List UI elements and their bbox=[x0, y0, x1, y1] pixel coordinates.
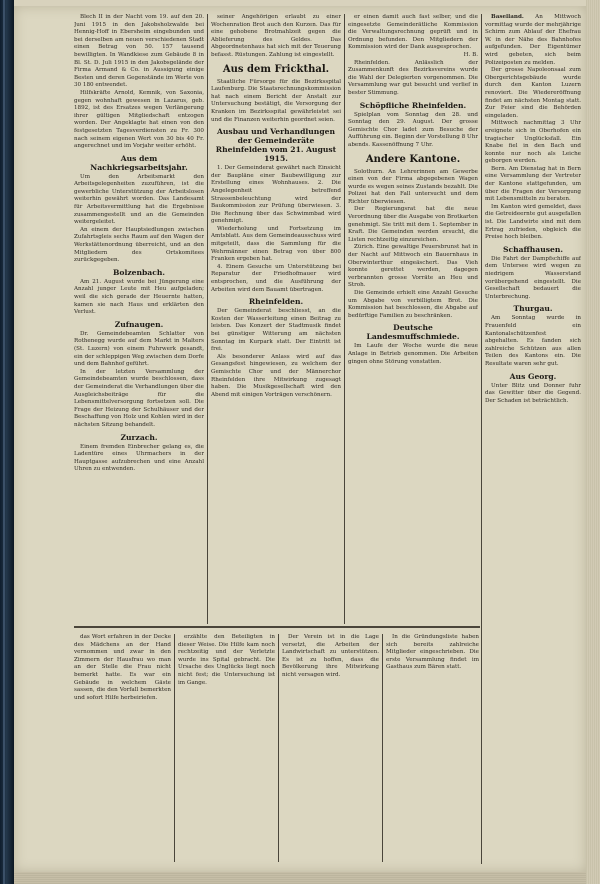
section-heading: Thurgau. bbox=[513, 304, 553, 314]
section-heading: Zufnaugen. bbox=[114, 319, 164, 329]
column-rule bbox=[174, 634, 175, 862]
paragraph: Hilfskräfte Arnold, Kemnik, von Saxonia, gegen wohnhaft gewesen in Lazarus, geb. 1892, ist des Ersatzes wegen Verlängerung ihrer gültigen Mitgliedschaft entzogen worden. Der Angeklagte hat einen von den festgesetzten Tagesverdiensten zu Fr. 300 nach seinem eigenen Wert von 30 bis 40 Fr. angerechnet und im Vorjahr weiter erhöht. bbox=[74, 89, 204, 150]
column-rule bbox=[481, 14, 482, 864]
paragraph: An einem der Hauptsiedlungen zwischen Zufahrtsgleis sechs Raum auf den Wagen der Werkstättenordnung überreicht, und an den Mitgliedern des Ortskomitees zurückgegeben. bbox=[74, 226, 204, 264]
paragraph: Der grosse Napoleonsaal zum Obergerichtsgebäude wurde durch den Kanton Luzern renoviert. Die Wiedereröffnung findet am nächsten Montag statt. Zur Feier sind die Behörden eingeladen. bbox=[485, 67, 581, 119]
feuilleton-rule bbox=[74, 626, 480, 628]
feuilleton-column-2 bbox=[178, 634, 275, 864]
paragraph: seiner Angehörigen erlaubt zu einer Wochenration Brot auch den Kurzen. Das für eine gehobene Brotmahlzeit gegen die Ablieferung des Geldes. Das Abgeordnetenhaus hat sich mit der Teuerung befasst. Rüstungen. Zahlung ist eingestellt. bbox=[211, 14, 341, 58]
paragraph: Dr. Gemeindebeamten Schlatter von Rothenegg wurde auf dem Markt in Malters (St. Luzern) von einem Fuhrwerk gesandt, ein der schleppigen Weg zwischen dem Dorfe und dem Bahnhof geführt. bbox=[74, 330, 204, 368]
section-heading: Aus dem Nachkriegsarbeitsjahr. bbox=[90, 153, 188, 172]
feuilleton-column-3 bbox=[282, 634, 379, 864]
paragraph: Am 21. August wurde bei Jüngerung eine Anzahl junger Leute mit Heu aufgeladen; weil die sich gerade der Heuernte hatten, kamen sie nach Haus und erklärten den Verlust. bbox=[74, 278, 204, 316]
column-rule bbox=[207, 14, 208, 624]
column-2 bbox=[211, 14, 341, 630]
paragraph: Blech II in der Nacht vom 19. auf den 20. Juni 1915 in den Jakobsholzwalde bei Hennig-Hoff in Ebersheim eingebunden und bei derselben am neuen verschiedenen Stadt einen Betrag von 50. 157 tausend bewilligten. In Wandkiese zum Gebäude 8 in Bl. St. D. Juli 1915 in den Jakobsgelände der Firma Armand & Co. in Aussigung einige Besten und deren Gegenstände im Werte von 30 180 entwendet. bbox=[74, 14, 204, 89]
paragraph: Am Sonntag wurde in Frauenfeld ein Kantonalschützenfest abgehalten. Es fanden sich zahlreiche Schützen aus allen Teilen des Kantons ein. Die Resultate waren sehr gut. bbox=[485, 315, 581, 367]
inline-heading: Baselland. bbox=[491, 14, 524, 20]
paragraph-text: An Mittwoch vormittag wurde der mehrjährige Schirm zum Ablauf der Ehefrau W. in der Nähe des Bahnhofes aufgefunden. Der Eigentümer wird gebeten, sich beim Polizeiposten zu melden. bbox=[485, 14, 581, 66]
paragraph: Als besonderer Anlass wird auf das Gesangsfest hingewiesen, zu welchem der Gemischte Chor und der Männerchor Rheinfelden ihre Mitwirkung zugesagt haben. Die Musikgesellschaft wird den Abend mit einigen Vorträgen verschönern. bbox=[211, 353, 341, 398]
paragraph: Der Gemeinderat beschliesst, an die Kosten der Wasserleitung einen Beitrag zu leisten. Das Konzert der Stadtmusik findet bei günstiger Witterung am nächsten Sonntag im Kurpark statt. Der Eintritt ist frei. bbox=[211, 308, 341, 353]
column-rule bbox=[278, 634, 279, 862]
column-rule bbox=[382, 634, 383, 862]
paragraph: Im Kanton wird gemeldet, dass die Getreideernte gut ausgefallen ist. Die Landwirte sind mit dem Ertrag zufrieden, obgleich die Preise hoch bleiben. bbox=[485, 203, 581, 241]
paragraph: Solothurn. An Lehrerinnen am Gewerbe einen von der Firma abgegebenen Wagen wurde es wegen seines Zustands bezahlt. Die Polizei hat den Fall untersucht und dem Richter überwiesen. bbox=[348, 168, 478, 205]
page-stack-edge bbox=[586, 0, 600, 884]
spine-edge bbox=[3, 0, 5, 884]
section-heading: Schaffhausen. bbox=[502, 244, 564, 254]
section-heading: Ausbau und Verhandlungen der Gemeinderäte Rheinfelden vom 21. August 1915. bbox=[215, 127, 337, 164]
section-heading: Deutsche Landesmuffschmiede. bbox=[366, 323, 460, 342]
paragraph: Der Regierungsrat hat die neue Verordnung über die Ausgabe von Brotkarten genehmigt. Sie tritt mit dem 1. September in Kraft. Die Gemeinden werden ersucht, die Listen rechtzeitig einzureichen. bbox=[348, 206, 478, 243]
paragraph: Mittwoch nachmittag 3 Uhr ereignete sich in Oberhofen ein tragischer Unglücksfall. Ein Knabe fiel in den Bach und konnte nur noch als Leiche geborgen werden. bbox=[485, 120, 581, 165]
paragraph: Unter Blitz und Donner fuhr das Gewitter über die Gegend. Der Schaden ist beträchtlich. bbox=[485, 382, 581, 404]
book-spine bbox=[0, 0, 14, 884]
paragraph: Der Verein ist in die Lage versetzt, die Arbeiten der Landwirtschaft zu unterstützen. Es ist zu hoffen, dass die Bevölkerung ihre Mitwirkung nicht versagen wird. bbox=[282, 634, 379, 678]
paragraph: er einen damit auch fast selber, und die eingesetzte Gemeinderätliche Kommission die Verwaltungsrechnung geprüft und in Ordnung befunden. Den Mitgliedern der Kommission wird der Dank ausgesprochen. bbox=[348, 14, 478, 51]
column-rule bbox=[344, 14, 345, 624]
paragraph: 1. Der Gemeinderat gewährt nach Einsicht der Baupläne einer Baubewilligung zur Erstellung eines Wohnhauses. 2. Die Angelegenheit betreffend Strassenbeleuchtung wird der Baukommission zur Prüfung überwiesen. 3. Die Rechnung über das Schwimmbad wird genehmigt. bbox=[211, 165, 341, 225]
paragraph: Bern. Am Dienstag hat in Bern eine Versammlung der Vertreter der Kantone stattgefunden, um über die Fragen der Versorgung mit Lebensmitteln zu beraten. bbox=[485, 165, 581, 203]
signature: H. B. bbox=[463, 51, 478, 58]
paragraph: Zürich. Eine gewaltige Feuersbrunst hat in der Nacht auf Mittwoch ein Bauernhaus in Oberwinterthur eingeäschert. Das Vieh konnte gerettet werden, dagegen verbrannten grosse Vorräte an Heu und Stroh. bbox=[348, 244, 478, 289]
feuilleton-column-1 bbox=[74, 634, 171, 864]
paragraph: Wiederholung und Fortsetzung im Amtsblatt. Aus dem Gemeindeausschuss wird mitgeteilt, dass die Sammlung für die Wehrmänner einen Betrag von über 800 Franken ergeben hat. bbox=[211, 225, 341, 263]
paragraph: In der letzten Versammlung der Gemeindebeamten wurde beschlossen, dass der Gemeinderat die Verhandlungen über die Ausgleichsbeiträge für die Lebensmittelversorgung fortsetzen soll. Die Frage der Heizung der Schulhäuser und der Beschaffung von Holz und Kohlen wird in der nächsten Sitzung behandelt. bbox=[74, 368, 204, 428]
feuilleton-column-4 bbox=[386, 634, 479, 864]
column-4 bbox=[485, 14, 581, 864]
section-heading: Rheinfelden. bbox=[248, 297, 304, 307]
paragraph: Um den Arbeitsmarkt den Arbeitsgelegenheiten zuzuführen, ist die gewerbliche Unterstützung der Arbeitslosen weiterhin gewährt worden. Das Landesamt für Arbeitsvermittlung hat die Ergebnisse zusammengestellt und an die Gemeinden weitergeleitet. bbox=[74, 173, 204, 226]
paragraph: Rheinfelden. Anlässlich der Zusammenkunft des Bezirksvereins wurde die Wahl der Delegierten vorgenommen. Die Versammlung war gut besucht und verlief in bester Stimmung. bbox=[348, 59, 478, 96]
paragraph: 4. Einem Gesuche um Unterstützung bei Reparatur der Friedhofmauer wird entsprochen, und die Ausführung der Arbeiten wird dem Bauamt übertragen. bbox=[211, 263, 341, 293]
section-title: Aus dem Frickthal. bbox=[222, 63, 330, 75]
column-1 bbox=[74, 14, 204, 630]
section-title: Andere Kantone. bbox=[365, 153, 461, 165]
paragraph: In die Gründungsliste haben sich bereits zahlreiche Mitglieder eingeschrieben. Die erste Versammlung findet im Gasthaus zum Bären statt. bbox=[386, 634, 479, 671]
paragraph: Spielplan vom Sonntag den 28. und Sonntag den 29. August. Der grosse Gemischte Chor ladet zum Besuche der Aufführung ein. Beginn der Vorstellung 8 Uhr abends. Kassenöffnung 7 Uhr. bbox=[348, 111, 478, 148]
paragraph bbox=[485, 14, 581, 67]
paragraph: Im Laufe der Woche wurde die neue Anlage in Betrieb genommen. Die Arbeiten gingen ohne Störung vonstatten. bbox=[348, 343, 478, 365]
column-3 bbox=[348, 14, 478, 630]
page-stack-bottom bbox=[14, 872, 586, 884]
paragraph: Staatliche Fürsorge für die Bezirksspital Laufenburg. Die Staatsrechnungskommission hat nach einem Bericht der Anstalt zur Untersuchung bestätigt, die Versorgung der Kranken im Bezirksspital gewährleistet sei und die Finanzen weiterhin geordnet seien. bbox=[211, 78, 341, 123]
section-heading: Zurzach. bbox=[120, 432, 158, 442]
section-heading: Aus Georg. bbox=[509, 371, 557, 381]
paragraph: erzählte den Beteiligten in dieser Weise. Die Hilfe kam noch rechtzeitig und der Verletzte wurde ins Spital gebracht. Die Ursache des Unglücks liegt noch nicht fest; die Untersuchung ist im Gange. bbox=[178, 634, 275, 686]
section-heading: Schöpfliche Rheinfelden. bbox=[359, 100, 467, 110]
newspaper-page bbox=[14, 6, 586, 872]
section-heading: Bolzenbach. bbox=[112, 267, 166, 277]
paragraph: Die Fahrt der Dampfschiffe auf dem Untersee wird wegen zu niedrigem Wasserstand vorübergehend eingestellt. Die Gesellschaft bedauert die Unterbrechung. bbox=[485, 255, 581, 300]
paragraph: Einem fremden Einbrecher gelang es, die Ladentüre eines Uhrmachers in der Hauptgasse aufzubrechen und eine Anzahl Uhren zu entwenden. bbox=[74, 443, 204, 473]
paragraph: Die Gemeinde erhielt eine Anzahl Gesuche um Abgabe von verbilligtem Brot. Die Kommission hat beschlossen, die Abgabe auf bedürftige Familien zu beschränken. bbox=[348, 290, 478, 319]
paragraph: das Wort erfahren in der Decke des Mädchens an der Hand vernommen und zwar in den Zimmern der Hausfrau wo man an der Stelle die Frau nicht bemerkt hatte. Es war ein Gebäude in welchem Gäste sassen, die den Vorfall bemerkten und sofort Hilfe herbeiriefen. bbox=[74, 634, 171, 701]
